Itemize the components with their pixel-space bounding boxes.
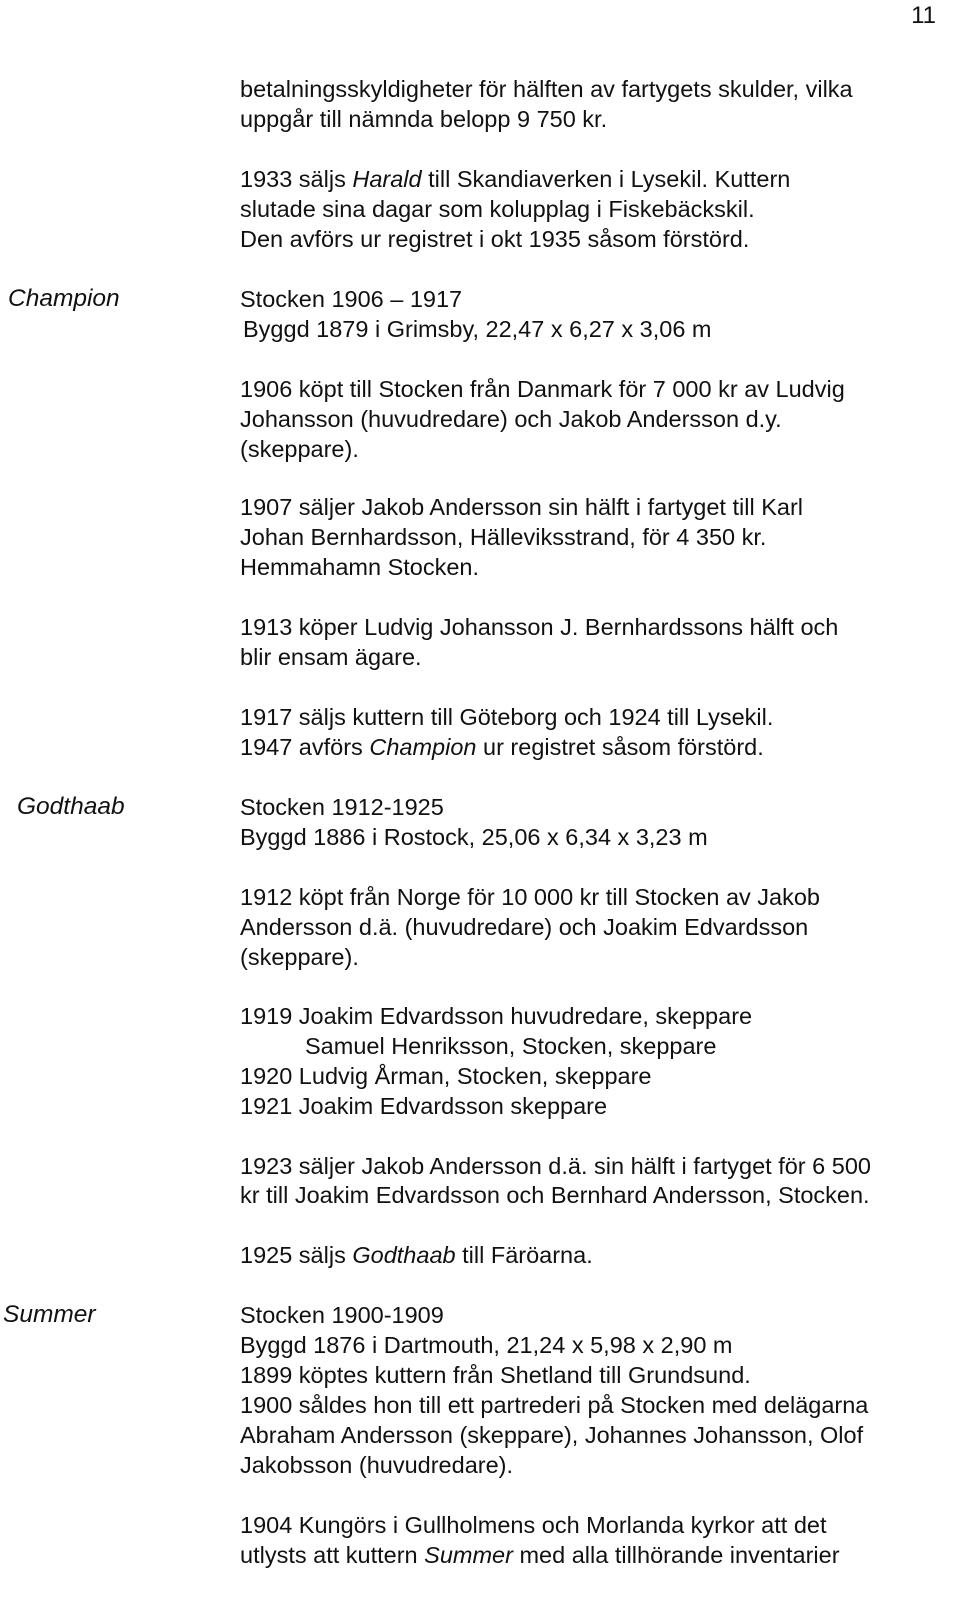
text-line: (skeppare). bbox=[240, 436, 359, 462]
text-line: 1912 köpt från Norge för 10 000 kr till Stocken av Jakob bbox=[240, 884, 820, 910]
text-line: Stocken 1912-1925 bbox=[240, 794, 444, 820]
text-line: Byggd 1876 i Dartmouth, 21,24 x 5,98 x 2,90 m bbox=[240, 1332, 733, 1358]
text-line: 1917 säljs kuttern till Göteborg och 1924 till Lysekil. bbox=[240, 704, 774, 730]
text-line: Abraham Andersson (skeppare), Johannes Johansson, Olof bbox=[240, 1422, 864, 1448]
text-line: Hemmahamn Stocken. bbox=[240, 554, 480, 580]
text-line: blir ensam ägare. bbox=[240, 644, 422, 670]
ship-heading-summer: Summer bbox=[3, 1301, 96, 1328]
text-line: betalningsskyldigheter för hälften av fartygets skulder, vilka bbox=[240, 76, 853, 102]
text-line: Johan Bernhardsson, Hälleviksstrand, för 4 350 kr. bbox=[240, 524, 767, 550]
text-line: Stocken 1900-1909 bbox=[240, 1302, 444, 1328]
ship-name-inline: Champion bbox=[369, 734, 477, 760]
text-line: 1904 Kungörs i Gullholmens och Morlanda kyrkor att det bbox=[240, 1512, 827, 1538]
ship-name-inline: Harald bbox=[352, 166, 422, 192]
text-line: 1899 köptes kuttern från Shetland till Grundsund. bbox=[240, 1362, 751, 1388]
text-fragment: till Skandiaverken i Lysekil. Kuttern bbox=[421, 166, 791, 192]
text-fragment: till Färöarna. bbox=[455, 1242, 593, 1268]
text-line: 1923 säljer Jakob Andersson d.ä. sin hälft i fartyget för 6 500 bbox=[240, 1153, 871, 1179]
text-line: 1900 såldes hon till ett partrederi på Stocken med delägarna bbox=[240, 1392, 869, 1418]
text-line: uppgår till nämnda belopp 9 750 kr. bbox=[240, 106, 608, 132]
text-line: 1919 Joakim Edvardsson huvudredare, skeppare bbox=[240, 1003, 753, 1029]
text-line: 1913 köper Ludvig Johansson J. Bernhardssons hälft och bbox=[240, 614, 839, 640]
text-line: 1907 säljer Jakob Andersson sin hälft i fartyget till Karl bbox=[240, 494, 803, 520]
text-fragment: ur registret såsom förstörd. bbox=[476, 734, 764, 760]
text-line: (skeppare). bbox=[240, 944, 359, 970]
text-line: Andersson d.ä. (huvudredare) och Joakim Edvardsson bbox=[240, 914, 809, 940]
text-line bbox=[240, 1240, 593, 1270]
text-line: Byggd 1886 i Rostock, 25,06 x 6,34 x 3,23 m bbox=[240, 824, 708, 850]
text-line: 1906 köpt till Stocken från Danmark för 7 000 kr av Ludvig bbox=[240, 376, 845, 402]
text-fragment: 1933 säljs bbox=[240, 166, 353, 192]
ship-name-inline: Godthaab bbox=[352, 1242, 456, 1268]
text-line: 1921 Joakim Edvardsson skeppare bbox=[240, 1093, 608, 1119]
text-line: Jakobsson (huvudredare). bbox=[240, 1452, 514, 1478]
text-line bbox=[240, 164, 790, 194]
text-line: kr till Joakim Edvardsson och Bernhard Andersson, Stocken. bbox=[240, 1182, 870, 1208]
text-line bbox=[240, 1540, 840, 1570]
ship-heading-godthaab: Godthaab bbox=[17, 793, 125, 820]
text-fragment: med alla tillhörande inventarier bbox=[512, 1542, 840, 1568]
ship-name-inline: Summer bbox=[424, 1542, 513, 1568]
text-line: Johansson (huvudredare) och Jakob Andersson d.y. bbox=[240, 406, 782, 432]
text-line: Samuel Henriksson, Stocken, skeppare bbox=[305, 1033, 717, 1059]
page-number: 11 bbox=[911, 2, 936, 29]
text-line bbox=[240, 732, 764, 762]
text-line: Den avförs ur registret i okt 1935 såsom förstörd. bbox=[240, 226, 750, 252]
text-line: 1920 Ludvig Årman, Stocken, skeppare bbox=[240, 1063, 652, 1089]
text-line: Stocken 1906 – 1917 bbox=[240, 286, 463, 312]
text-fragment: utlysts att kuttern bbox=[240, 1542, 425, 1568]
text-fragment: 1925 säljs bbox=[240, 1242, 353, 1268]
text-line: slutade sina dagar som kolupplag i Fiskebäckskil. bbox=[240, 196, 755, 222]
text-line: Byggd 1879 i Grimsby, 22,47 x 6,27 x 3,06 m bbox=[243, 316, 712, 342]
ship-heading-champion: Champion bbox=[8, 285, 120, 312]
text-fragment: 1947 avförs bbox=[240, 734, 370, 760]
